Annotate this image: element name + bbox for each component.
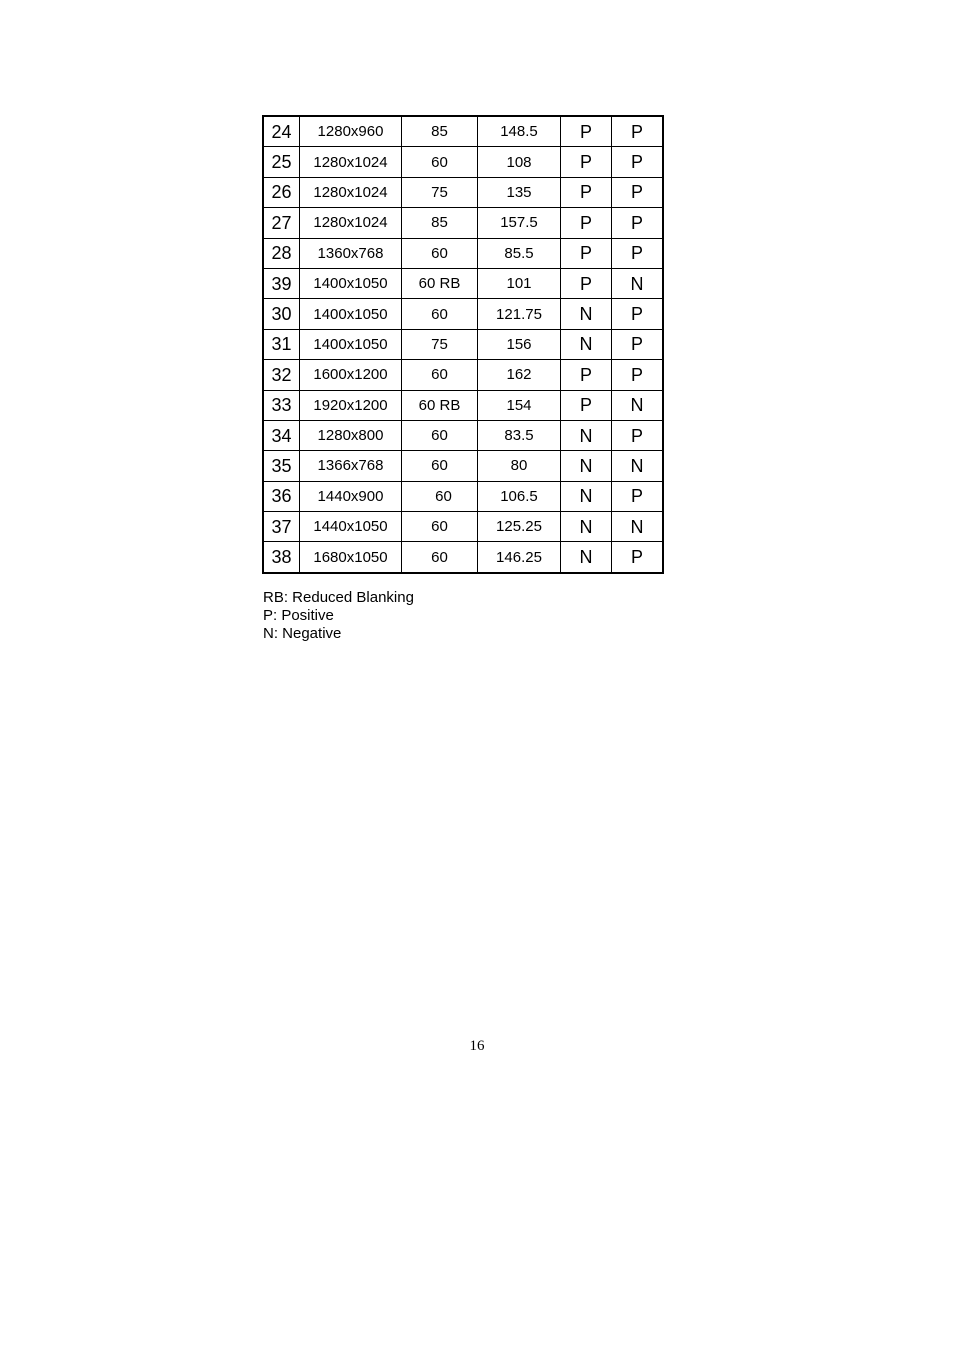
legend-item-reduced-blanking: RB: Reduced Blanking xyxy=(263,589,414,606)
v-sync-polarity-cell: N xyxy=(612,451,664,481)
pixel-clock-cell: 146.25 xyxy=(478,542,561,573)
h-sync-polarity-cell: P xyxy=(561,147,612,177)
h-sync-polarity-cell: N xyxy=(561,299,612,329)
resolution-cell: 1680x1050 xyxy=(300,542,402,573)
resolution-cell: 1280x1024 xyxy=(300,147,402,177)
refresh-rate-cell: 60 RB xyxy=(402,268,478,298)
v-sync-polarity-cell: P xyxy=(612,147,664,177)
table-row xyxy=(263,420,663,450)
resolution-cell: 1440x1050 xyxy=(300,512,402,542)
table-row xyxy=(263,238,663,268)
resolution-cell: 1400x1050 xyxy=(300,299,402,329)
mode-index-cell: 26 xyxy=(263,177,300,207)
mode-index-cell: 36 xyxy=(263,481,300,511)
h-sync-polarity-cell: P xyxy=(561,177,612,207)
mode-index-cell: 28 xyxy=(263,238,300,268)
h-sync-polarity-cell: P xyxy=(561,238,612,268)
refresh-rate-cell: 85 xyxy=(402,116,478,147)
resolution-cell: 1280x1024 xyxy=(300,177,402,207)
resolution-cell: 1280x960 xyxy=(300,116,402,147)
h-sync-polarity-cell: N xyxy=(561,481,612,511)
pixel-clock-cell: 83.5 xyxy=(478,420,561,450)
h-sync-polarity-cell: N xyxy=(561,329,612,359)
resolution-cell: 1440x900 xyxy=(300,481,402,511)
table-row xyxy=(263,147,663,177)
pixel-clock-cell: 101 xyxy=(478,268,561,298)
v-sync-polarity-cell: P xyxy=(612,481,664,511)
mode-index-cell: 33 xyxy=(263,390,300,420)
resolution-cell: 1280x800 xyxy=(300,420,402,450)
refresh-rate-cell: 60 RB xyxy=(402,390,478,420)
pixel-clock-cell: 108 xyxy=(478,147,561,177)
refresh-rate-cell: 60 xyxy=(402,481,478,511)
pixel-clock-cell: 121.75 xyxy=(478,299,561,329)
resolution-cell: 1360x768 xyxy=(300,238,402,268)
refresh-rate-cell: 60 xyxy=(402,512,478,542)
h-sync-polarity-cell: N xyxy=(561,542,612,573)
v-sync-polarity-cell: P xyxy=(612,238,664,268)
mode-index-cell: 38 xyxy=(263,542,300,573)
h-sync-polarity-cell: N xyxy=(561,512,612,542)
abbreviation-legend xyxy=(263,589,414,643)
pixel-clock-cell: 157.5 xyxy=(478,208,561,238)
h-sync-polarity-cell: P xyxy=(561,390,612,420)
table-row xyxy=(263,116,663,147)
v-sync-polarity-cell: N xyxy=(612,512,664,542)
v-sync-polarity-cell: P xyxy=(612,116,664,147)
pixel-clock-cell: 80 xyxy=(478,451,561,481)
resolution-cell: 1280x1024 xyxy=(300,208,402,238)
pixel-clock-cell: 156 xyxy=(478,329,561,359)
h-sync-polarity-cell: N xyxy=(561,420,612,450)
v-sync-polarity-cell: P xyxy=(612,299,664,329)
refresh-rate-cell: 60 xyxy=(402,420,478,450)
pixel-clock-cell: 106.5 xyxy=(478,481,561,511)
h-sync-polarity-cell: P xyxy=(561,360,612,390)
table-row xyxy=(263,329,663,359)
table-row xyxy=(263,177,663,207)
mode-index-cell: 34 xyxy=(263,420,300,450)
table-row xyxy=(263,542,663,573)
resolution-cell: 1366x768 xyxy=(300,451,402,481)
mode-index-cell: 37 xyxy=(263,512,300,542)
table-row xyxy=(263,208,663,238)
refresh-rate-cell: 85 xyxy=(402,208,478,238)
v-sync-polarity-cell: N xyxy=(612,268,664,298)
v-sync-polarity-cell: P xyxy=(612,542,664,573)
mode-index-cell: 27 xyxy=(263,208,300,238)
refresh-rate-cell: 60 xyxy=(402,238,478,268)
h-sync-polarity-cell: N xyxy=(561,451,612,481)
mode-index-cell: 31 xyxy=(263,329,300,359)
v-sync-polarity-cell: P xyxy=(612,360,664,390)
refresh-rate-cell: 60 xyxy=(402,299,478,329)
refresh-rate-cell: 60 xyxy=(402,360,478,390)
pixel-clock-cell: 154 xyxy=(478,390,561,420)
timing-mode-table-body xyxy=(263,116,663,573)
mode-index-cell: 24 xyxy=(263,116,300,147)
legend-item-positive: P: Positive xyxy=(263,607,334,624)
pixel-clock-cell: 148.5 xyxy=(478,116,561,147)
legend-item-negative: N: Negative xyxy=(263,625,342,642)
v-sync-polarity-cell: P xyxy=(612,177,664,207)
resolution-cell: 1400x1050 xyxy=(300,329,402,359)
timing-mode-table xyxy=(262,115,664,574)
refresh-rate-cell: 60 xyxy=(402,147,478,177)
v-sync-polarity-cell: N xyxy=(612,390,664,420)
refresh-rate-cell: 75 xyxy=(402,329,478,359)
h-sync-polarity-cell: P xyxy=(561,208,612,238)
mode-index-cell: 39 xyxy=(263,268,300,298)
table-row xyxy=(263,481,663,511)
table-row xyxy=(263,360,663,390)
page-number: 16 xyxy=(469,1038,485,1054)
table-row xyxy=(263,268,663,298)
h-sync-polarity-cell: P xyxy=(561,116,612,147)
table-row xyxy=(263,451,663,481)
refresh-rate-cell: 60 xyxy=(402,542,478,573)
table-row xyxy=(263,512,663,542)
mode-index-cell: 35 xyxy=(263,451,300,481)
resolution-cell: 1600x1200 xyxy=(300,360,402,390)
v-sync-polarity-cell: P xyxy=(612,329,664,359)
mode-index-cell: 25 xyxy=(263,147,300,177)
pixel-clock-cell: 85.5 xyxy=(478,238,561,268)
refresh-rate-cell: 60 xyxy=(402,451,478,481)
resolution-cell: 1400x1050 xyxy=(300,268,402,298)
pixel-clock-cell: 125.25 xyxy=(478,512,561,542)
resolution-cell: 1920x1200 xyxy=(300,390,402,420)
mode-index-cell: 30 xyxy=(263,299,300,329)
table-row xyxy=(263,299,663,329)
v-sync-polarity-cell: P xyxy=(612,420,664,450)
refresh-rate-cell: 75 xyxy=(402,177,478,207)
pixel-clock-cell: 135 xyxy=(478,177,561,207)
pixel-clock-cell: 162 xyxy=(478,360,561,390)
table-row xyxy=(263,390,663,420)
h-sync-polarity-cell: P xyxy=(561,268,612,298)
v-sync-polarity-cell: P xyxy=(612,208,664,238)
mode-index-cell: 32 xyxy=(263,360,300,390)
